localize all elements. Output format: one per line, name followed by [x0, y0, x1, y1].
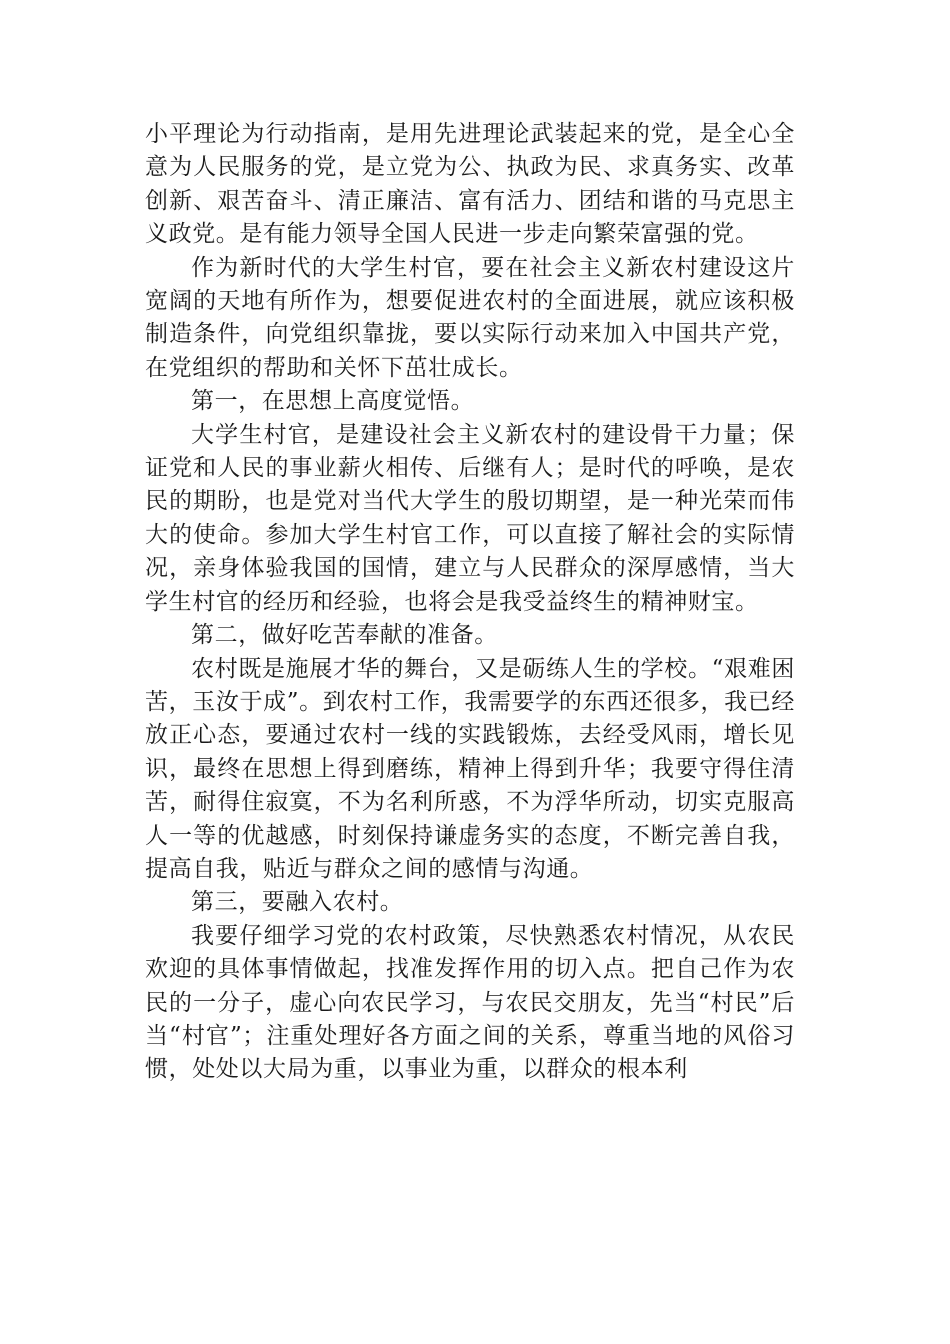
section-heading-second: 第二，做好吃苦奉献的准备。	[191, 622, 498, 649]
section-heading-third: 第三，要融入农村。	[191, 889, 404, 916]
paragraph-third-point: 我要仔细学习党的农村政策，尽快熟悉农村情况，从农民欢迎的具体事情做起，找准发挥作用的切入点。把自己作为农民的一分子，虚心向农民学习，与农民交朋友，先当“村民”后当“村官”；注重处理好各方面之间的关系，尊重当地的风俗习惯，处处以大局为重，以事业为重，以群众的根本利	[145, 922, 795, 1083]
section-heading-first: 第一，在思想上高度觉悟。	[191, 388, 475, 415]
document-page	[145, 118, 795, 1087]
paragraph-village-official-role: 作为新时代的大学生村官，要在社会主义新农村建设这片宽阔的天地有所作为，想要促进农村的全面进展，就应该积极制造条件，向党组织靠拢，要以实际行动来加入中国共产党，在党组织的帮助和关怀下茁壮成长。	[145, 254, 795, 381]
paragraph-second-point: 农村既是施展才华的舞台，又是砺练人生的学校。“艰难困苦，玉汝于成”。到农村工作，我需要学的东西还很多，我已经放正心态，要通过农村一线的实践锻炼，去经受风雨，增长见识，最终在思想上得到磨练，精神上得到升华；我要守得住清苦，耐得住寂寞，不为名利所惑，不为浮华所动，切实克服高人一等的优越感，时刻保持谦虚务实的态度，不断完善自我，提高自我，贴近与群众之间的感情与沟通。	[145, 655, 795, 882]
paragraph-first-point: 大学生村官，是建设社会主义新农村的建设骨干力量；保证党和人民的事业薪火相传、后继有人；是时代的呼唤，是农民的期盼，也是党对当代大学生的殷切期望，是一种光荣而伟大的使命。参加大学生村官工作，可以直接了解社会的实际情况，亲身体验我国的国情，建立与人民群众的深厚感情，当大学生村官的经历和经验，也将会是我受益终生的精神财宝。	[145, 421, 795, 615]
paragraph-continuation: 小平理论为行动指南，是用先进理论武装起来的党，是全心全意为人民服务的党，是立党为公、执政为民、求真务实、改革创新、艰苦奋斗、清正廉洁、富有活力、团结和谐的马克思主义政党。是有能力领导全国人民进一步走向繁荣富强的党。	[145, 121, 795, 248]
